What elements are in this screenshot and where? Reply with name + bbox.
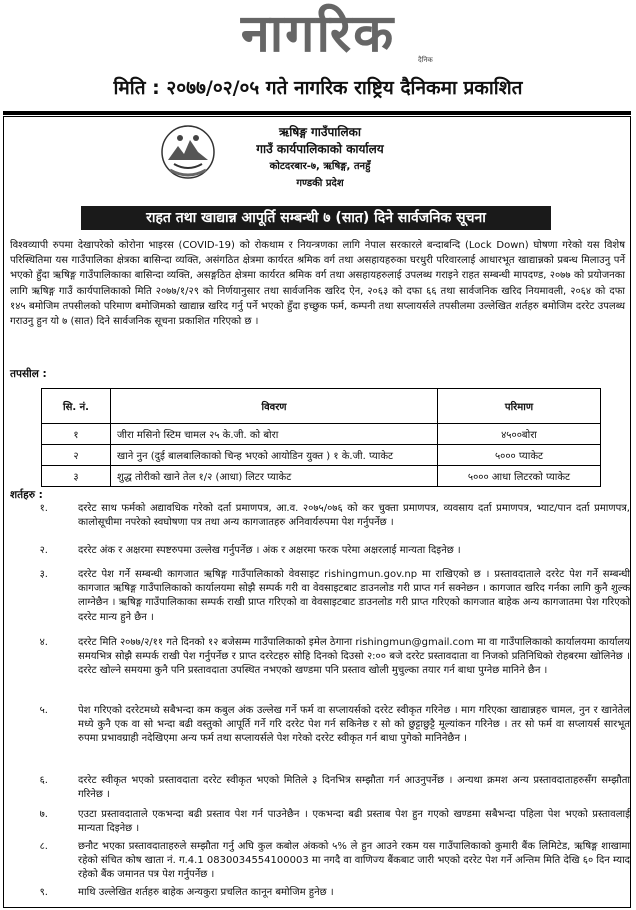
condition-number: ९. (39, 887, 48, 898)
condition-number: ६. (39, 775, 48, 786)
intro-paragraph: विश्वव्यापी रुपमा देखापरेको कोरोना भाइरस (COVID-19) को रोकथाम र नियन्त्रणका लागि नेपाल सरकारले बन्दाबन्दि (Lock Down) घोषणा गरेको यस विशेष परिस्थितिमा यस गाउँपालिका क्षेत्रका बासिन्दा व्यक्ति, असंगठित क्षेत्रमा कार्यरत श्रमिक वर्ग तथा असहायहरुका घरधुरी परिवारलाई आधारभूत खाद्यान्नको प्रबन्ध मिलाउनु पर्ने भएको हुँदा ऋषिङ्ग गाउँपालिकाका बासिन्दा व्यक्ति, असङ्गठित क्षेत्रमा कार्यरत श्रमिक वर्ग तथा असहायहरुलाई उपलब्ध गराइने राहत सम्बन्धी मापदण्ड, २०७७ को प्रयोजनका लागि ऋषिङ्ग गाउँ कार्यपालिकाको मिति २०७७/१/२९ को निर्णयानुसार तथा सार्वजनिक खरिद ऐन, २०६३ को दफा ६६ तथा सार्वजनिक खरिद नियमावली, २०६४ को दफा १४५ बमोजिम तपसीलको परिमाण बमोजिमको खाद्यान्न खरिद गर्नु पर्ने भएको हुँदा इच्छुक फर्म, कम्पनी तथा सप्लायर्सले तपसीलमा उल्लेखित शर्तहरु बमोजिम दररेट उपलब्ध गराउनु हुन यो ७ (सात) दिने सार्वजनिक सूचना प्रकाशित गरिएको छ । (10, 240, 625, 328)
condition-number: ७. (39, 809, 48, 820)
newspaper-logo: नागरिक (240, 4, 396, 64)
condition-text: छनौट भएका प्रस्तावदाताहरुले सम्झौता गर्नु अघि कुल कबोल अंकको ५% ले हुन आउने रकम यस गाउँपालिकाको कुमारी बैंक लिमिटेड, ऋषिङ्ग शाखामा रहेको संचित कोष खाता नं. ग.4.1 0830034554100003 मा नगदै वा वाणिज्य बैंकबाट जारी भएको दररेट पेश गर्ने अन्तिम मिति देखि ६० दिन म्याद रहेको बैंक जमानत पत्र पेश गर्नुपर्नेछ । (78, 841, 630, 881)
cell-sn: २ (42, 445, 111, 466)
condition-text: दररेट पेश गर्ने सम्बन्धी कागजात ऋषिङ्ग गाउँपालिकाको वेवसाइट rishingmun.gov.np मा राखिएको छ । प्रस्तावदाताले दररेट पेश गर्ने सम्बन्धी कागजात ऋषिङ्ग गाउँपालिकाको कार्यालयमा सोझै सम्पर्क गरी वा वेवसाइटबाट डाउनलोड गरी प्राप्त गर्न सक्नेछन । कागजात खरिद गर्नका लागि कुनै शुल्क लाग्नेछैन । ऋषिङ्ग गाउँपालिकाका सम्पर्क राखी प्राप्त गरिएको वा वेवसाइटबाट डाउनलोड गरी प्राप्त गरिएको कागजात बाहेक अन्य कागजातमा पेश गरिएको दररेट मान्य हुने छैन । (78, 569, 630, 623)
conditions-label: शर्तहरु : (10, 489, 43, 501)
details-label: तपसील : (10, 368, 47, 380)
col-header-quantity: परिमाण (438, 389, 601, 424)
condition-text: दररेट अंक र अक्षरमा स्पष्टरुपमा उल्लेख गर्नुपर्नेछ । अंक र अक्षरमा फरक परेमा अक्षरलाई मान्यता दिइनेछ । (78, 545, 461, 556)
cell-sn: १ (42, 424, 111, 445)
cell-quantity: ४५००बोरा (438, 424, 601, 445)
municipality-name: ऋषिङ्ग गाउँपालिका (279, 125, 361, 139)
condition-number: १. (39, 503, 48, 514)
publication-line: मिति : २०७७/०२/०५ गते नागरिक राष्ट्रिय दैनिकमा प्रकाशित (113, 77, 523, 99)
cell-description: शुद्ध तोरीको खाने तेल १/२ (आधा) लिटर प्याकेट (111, 466, 438, 487)
table-row (42, 466, 601, 487)
cell-sn: ३ (42, 466, 111, 487)
condition-text: एउटा प्रस्तावदाताले एकभन्दा बढी प्रस्ताव पेश गर्न पाउनेछैन । एकभन्दा बढी प्रस्ताब पेश हुन गएको खण्डमा सबैभन्दा पहिला पेश भएको प्रस्तावलाई मान्यता दिइनेछ । (78, 809, 630, 835)
cell-quantity: ५००० प्याकेट (438, 445, 601, 466)
condition-text: दररेट स्वीकृत भएको प्रस्तावदाता दररेट स्वीकृत भएको मितिले ३ दिनभित्र सम्झौता गर्न आउनुपर्नेछ । अन्यथा क्रमश अन्य प्रस्तावदाताहरुसँग सम्झौता गरिनेछ । (78, 775, 630, 801)
table-header-row (42, 389, 601, 424)
notice-title: राहत तथा खाद्यान्न आपूर्ति सम्बन्धी ७ (सात) दिने सार्वजनिक सूचना (81, 206, 551, 230)
province-name: गण्डकी प्रदेश (296, 178, 344, 189)
condition-number: ८. (39, 841, 48, 852)
condition-number: २. (39, 545, 48, 556)
newspaper-logo-subtitle: दैनिक (418, 56, 433, 64)
col-header-description: विवरण (111, 389, 438, 424)
masthead (0, 0, 636, 72)
condition-number: ३. (39, 569, 48, 580)
condition-text: दररेट मिति २०७७/२/११ गते दिनको १२ बजेसम्म गाउँपालिकाको इमेल ठेगाना rishingmun@gmail.com मा वा गाउँपालिकाको कार्यालयमा कार्यालय समयभित्र सोझै सम्पर्क राखी पेश गर्नुपर्नेछ र प्राप्त दररेटहरु सोहि दिनको दिउसो २:०० बजे दररेट प्रस्तावदाता वा निजको प्रतिनिधिको रोहबरमा खोलिनेछ । दररेट खोल्ने समयमा कुनै पनि प्रस्तावदाता उपस्थित नभएको खण्डमा पनि प्रस्ताव खोली मुचुल्का तयार गर्न बाधा पुग्नेछ मानिने छैन । (78, 637, 630, 677)
office-header (220, 124, 420, 192)
items-table (41, 388, 601, 487)
top-rule (3, 111, 631, 115)
office-address: कोटदरबार-७, ऋषिङ्ग, तनहुँ (269, 161, 371, 172)
cell-description: जीरा मसिनो स्टिम चामल २५ के.जी. को बोरा (111, 424, 438, 445)
condition-text: दररेट साथ फर्मको अद्यावधिक गरेको दर्ता प्रमाणपत्र, आ.व. २०७५/०७६ को कर चुक्ता प्रमाणपत्र, व्यवसाय दर्ता प्रमाणपत्र, भ्याट/पान दर्ता प्रमाणपत्र, कालोसूचीमा नपरेको स्वघोषणा पत्र तथा अन्य कागजातहरु अनिवार्यरुपमा पेश गर्नुपर्नेछ । (78, 503, 630, 529)
col-header-sn: सि. नं. (42, 389, 111, 424)
cell-quantity: ५००० आधा लिटरको प्याकेट (438, 466, 601, 487)
office-name: गाउँ कार्यपालिकाको कार्यालय (256, 142, 384, 156)
condition-text: पेश गरिएको दररेटमध्ये सबैभन्दा कम कबुल अंक उल्लेख गर्ने फर्म वा सप्लायर्सको दररेट स्वीकृत गरिनेछ । माग गरिएका खाद्यान्नहरु चामल, नुन र खानेतेल मध्ये कुनै एक वा सो भन्दा बढी वस्तुको आपूर्ति गर्ने गरि दररेट पेश गर्न सकिनेछ र सो को छुट्टाछुट्टै मूल्यांकन गरिनेछ । तर सो फर्म वा सप्लायर्स सारभूत रुपमा प्रभावग्राही नदेखिएमा अन्य फर्म तथा सप्लायर्सले पेश गरेको दररेट स्वीकृत गर्न बाधा पुगेको मानिनेछैन । (78, 705, 630, 745)
condition-number: ४. (39, 637, 48, 648)
table-row (42, 424, 601, 445)
condition-number: ५. (39, 705, 48, 716)
table-row (42, 445, 601, 466)
nepal-emblem-icon (160, 124, 216, 180)
cell-description: खाने नुन (दुई बालबालिकाको चिन्ह भएको आयोडिन युक्त ) १ के.जी. प्याकेट (111, 445, 438, 466)
condition-text: माथि उल्लेखित शर्तहरु बाहेक अन्यकुरा प्रचलित कानून बमोजिम हुनेछ । (78, 887, 334, 898)
